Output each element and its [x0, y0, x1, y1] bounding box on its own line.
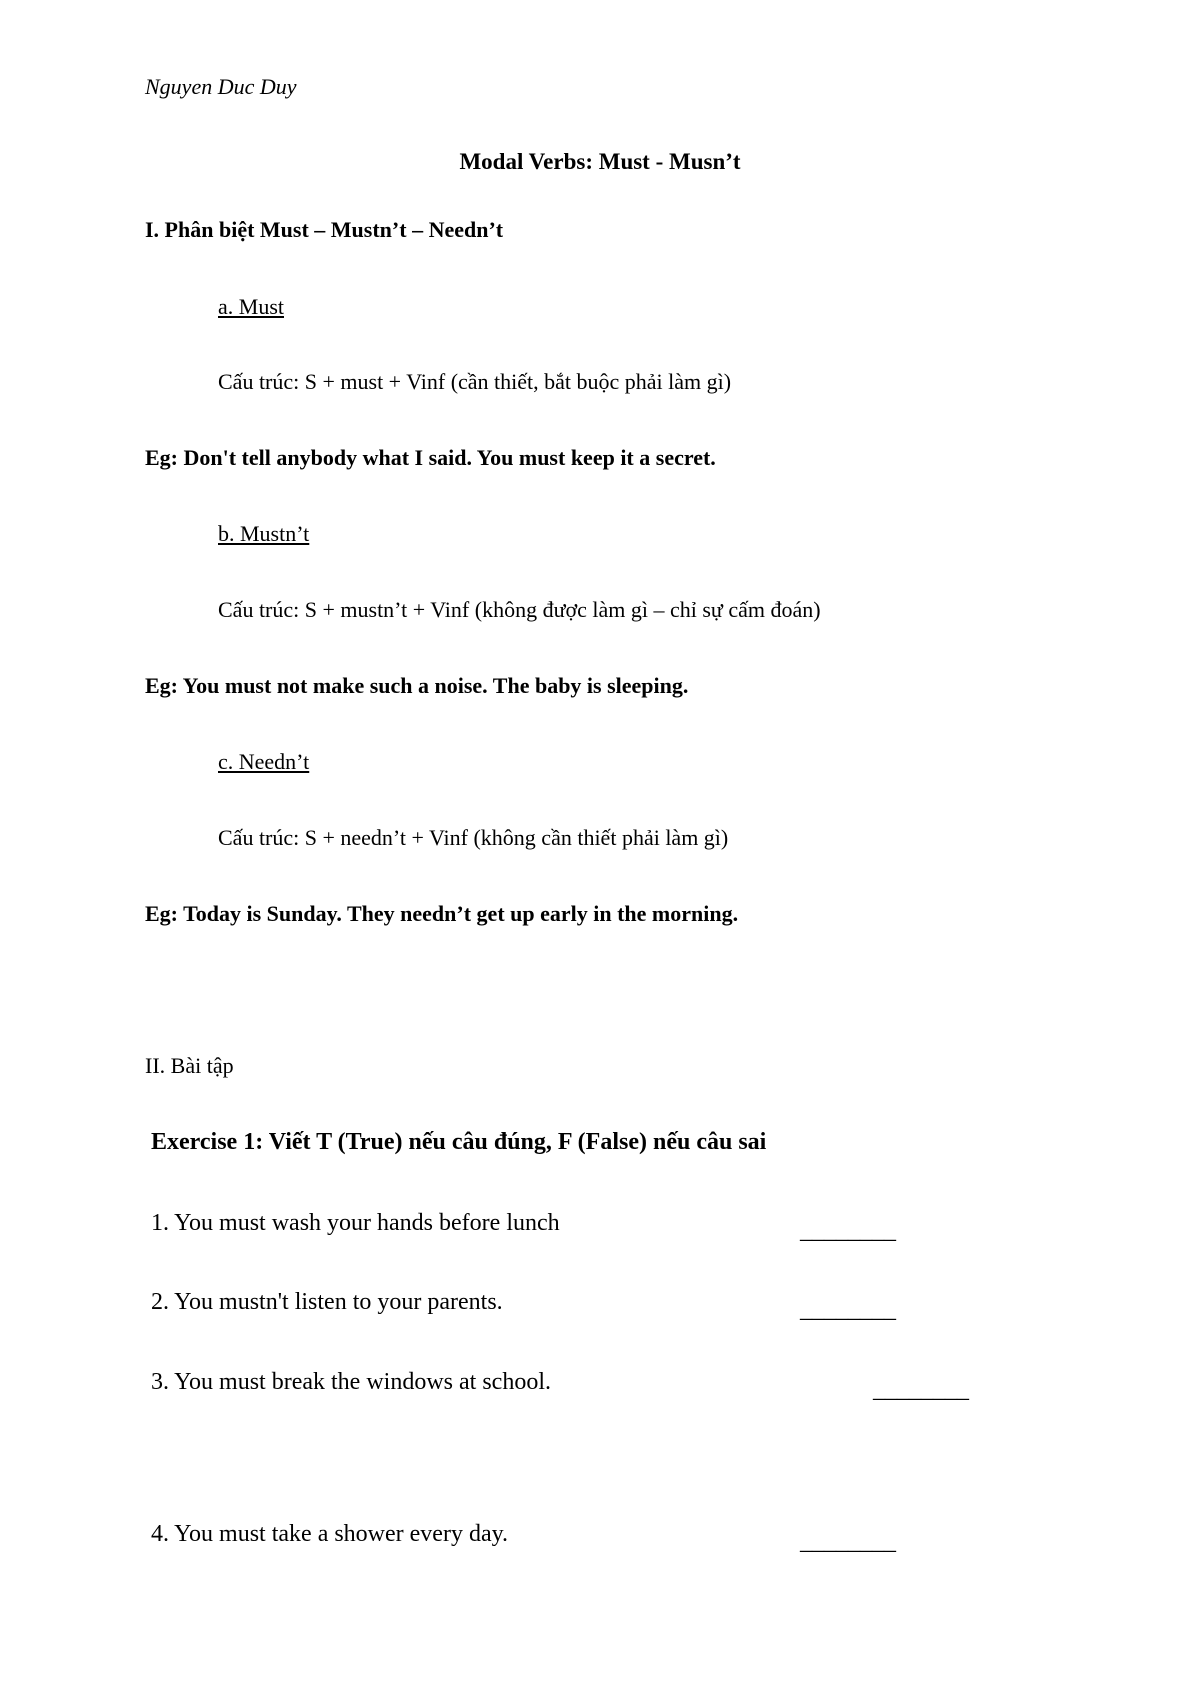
- structure-mustnt: Cấu trúc: S + mustn’t + Vinf (không được làm gì – chỉ sự cấm đoán): [218, 597, 821, 622]
- example-mustnt: Eg: You must not make such a noise. The baby is sleeping.: [145, 673, 689, 698]
- structure-neednt: Cấu trúc: S + needn’t + Vinf (không cần thiết phải làm gì): [218, 825, 729, 850]
- section-1-heading: I. Phân biệt Must – Mustn’t – Needn’t: [145, 217, 504, 242]
- structure-must: Cấu trúc: S + must + Vinf (cần thiết, bắt buộc phải làm gì): [218, 369, 732, 394]
- subheading-must: a. Must: [218, 294, 284, 319]
- example-must: Eg: Don't tell anybody what I said. You must keep it a secret.: [145, 445, 716, 470]
- subheading-neednt: c. Needn’t: [218, 749, 310, 774]
- subheading-mustnt: b. Mustn’t: [218, 521, 310, 546]
- question-1: 1. You must wash your hands before lunch: [151, 1210, 560, 1236]
- question-3: 3. You must break the windows at school.: [151, 1369, 551, 1395]
- author-name: Nguyen Duc Duy: [145, 74, 297, 99]
- example-neednt: Eg: Today is Sunday. They needn’t get up early in the morning.: [145, 901, 739, 926]
- document-title: Modal Verbs: Must - Musn’t: [459, 149, 741, 174]
- answer-blank-2[interactable]: ________: [800, 1297, 896, 1323]
- question-2: 2. You mustn't listen to your parents.: [151, 1289, 503, 1315]
- answer-blank-1[interactable]: ________: [800, 1218, 896, 1244]
- answer-blank-3[interactable]: ________: [873, 1377, 969, 1403]
- section-2-heading: II. Bài tập: [145, 1053, 234, 1078]
- exercise-title: Exercise 1: Viết T (True) nếu câu đúng, F (False) nếu câu sai: [151, 1129, 767, 1155]
- question-4: 4. You must take a shower every day.: [151, 1521, 509, 1547]
- answer-blank-4[interactable]: ________: [800, 1529, 896, 1555]
